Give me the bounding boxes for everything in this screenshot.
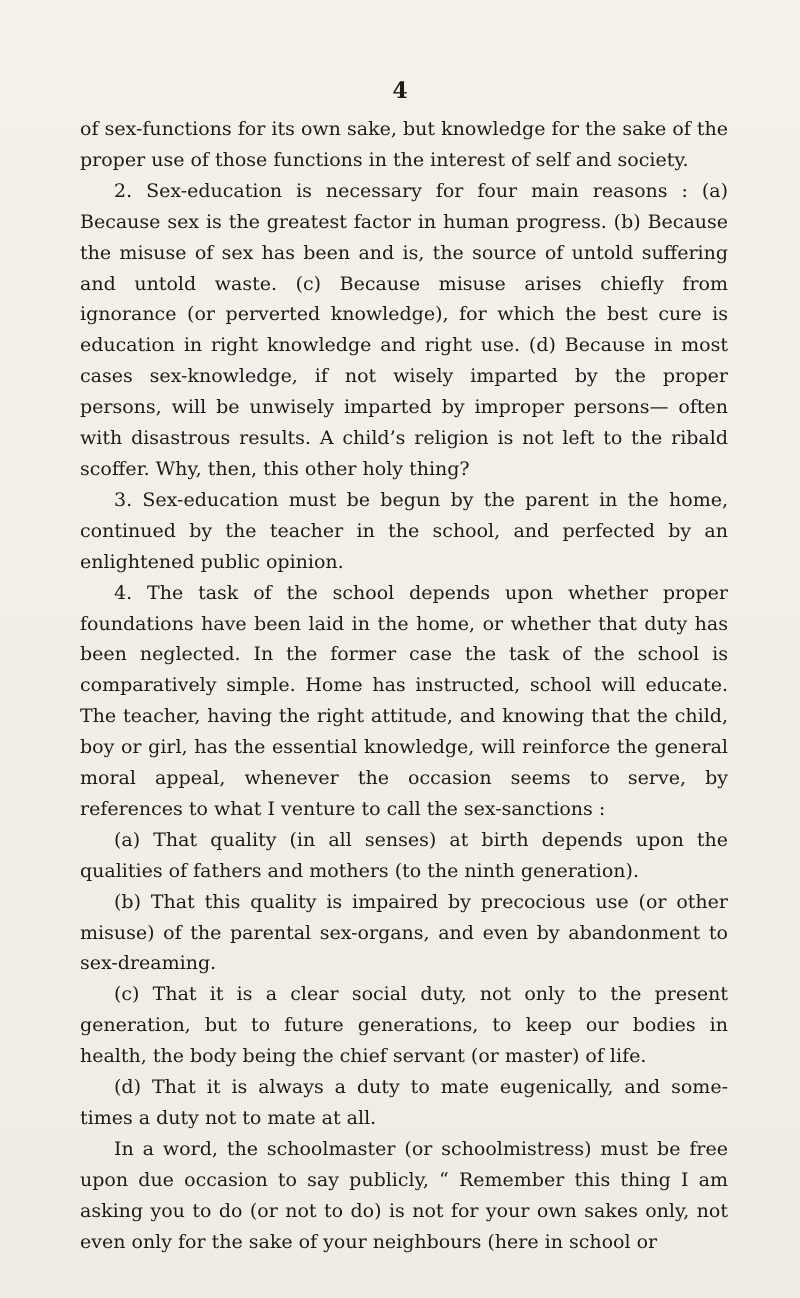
paragraph-3: 3. Sex-education must be begun by the parent in the home, continued by the teacher in the school, and perfected by an enlightened public opinion. bbox=[80, 488, 728, 573]
page-number: 4 bbox=[392, 78, 408, 104]
paragraph-4: 4. The task of the school depends upon whether proper foundations have been laid in the home, or whether that duty has been neglected. In the former case the task of the school is comparatively simple. Home has instructed, school will educate. The teacher, having the right attitude, and knowing that the child, boy or girl, has the essential knowledge, will reinforce the general moral appeal, whenever the occasion seems to serve, by references to what I venture to call the sex-sanctions : bbox=[80, 581, 728, 820]
sanction-b: (b) That this quality is impaired by precocious use (or other misuse) of the parental sex-organs, and even by abandonment to sex-dreaming. bbox=[80, 890, 728, 975]
paragraph-continuation: of sex-functions for its own sake, but knowledge for the sake of the proper use of those functions in the interest of self and society. bbox=[80, 118, 728, 171]
sanction-c: (c) That it is a clear social duty, not only to the present generation, but to future generations, to keep our bodies in health, the body being the chief servant (or master) of life. bbox=[80, 983, 728, 1068]
body-text bbox=[80, 114, 728, 1258]
sanction-d: (d) That it is always a duty to mate eugenically, and some- times a duty not to mate at all. bbox=[80, 1076, 728, 1129]
closing-paragraph: In a word, the schoolmaster (or schoolmistress) must be free upon due occasion to say publicly, “ Remember this thing I am asking you to do (or not to do) is not for your own sakes only, not even only for the sake of your neighbours (here in school or bbox=[80, 1137, 728, 1253]
sanction-a: (a) That quality (in all senses) at birth depends upon the qualities of fathers and mothers (to the ninth generation). bbox=[80, 828, 728, 882]
paragraph-2: 2. Sex-education is necessary for four main reasons : (a) Because sex is the greatest factor in human progress. (b) Because the misuse of sex has been and is, the source of untold suffering and untold waste. (c) Because misuse arises chiefly from ignorance (or perverted knowledge), for which the best cure is education in right knowledge and right use. (d) Because in most cases sex-knowledge, if not wisely imparted by the proper persons, will be unwisely imparted by improper persons— often with disastrous results. A child’s religion is not left to the ribald scoffer. Why, then, this other holy thing? bbox=[80, 179, 728, 480]
